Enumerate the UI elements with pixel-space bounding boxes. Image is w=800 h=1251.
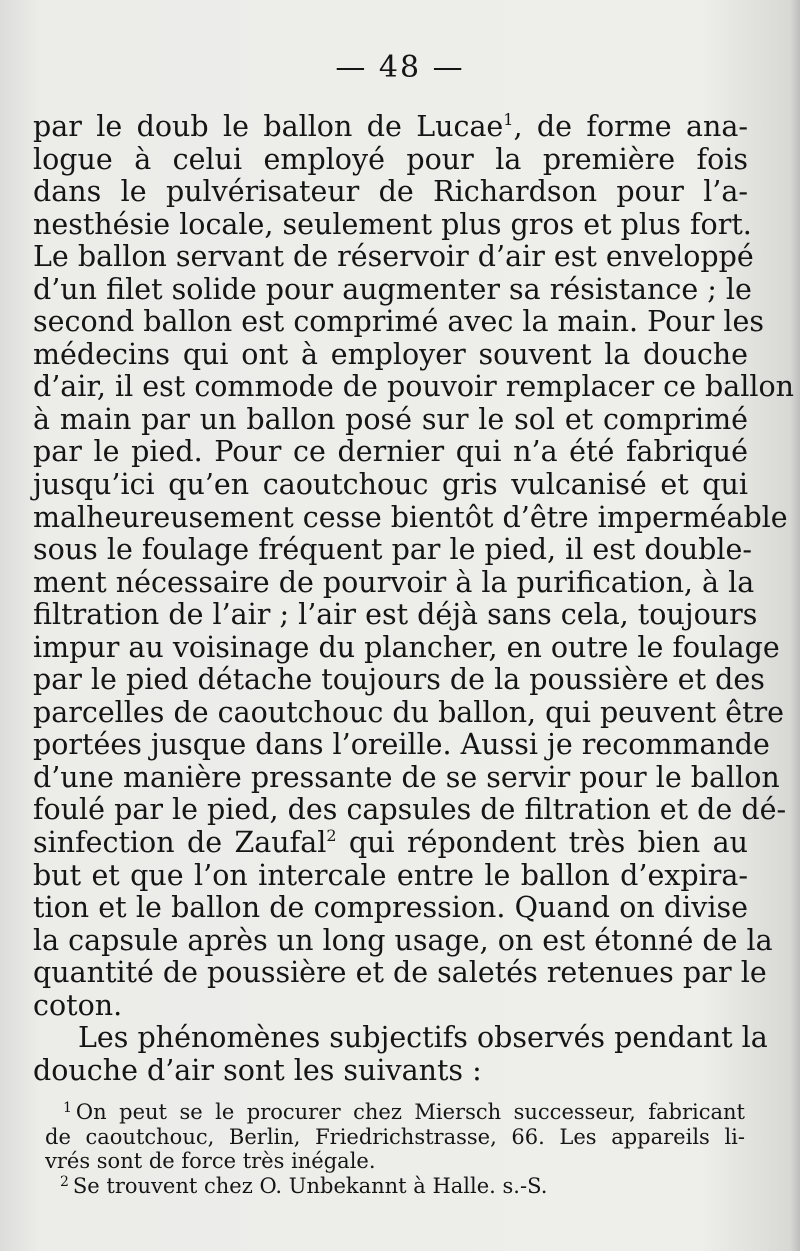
text-line: nesthésie locale, seulement plus gros et plus fort. bbox=[33, 207, 752, 241]
text-line: à main par un ballon posé sur le sol et comprimé bbox=[33, 402, 748, 436]
text-segment: , de forme ana- bbox=[513, 110, 748, 143]
footnote-line bbox=[45, 1174, 745, 1199]
text-line: par le pied détache toujours de la poussière et des bbox=[33, 663, 765, 697]
footnote-line: vrés sont de force très inégale. bbox=[45, 1149, 376, 1173]
footnote-mark: 1 bbox=[63, 1100, 72, 1116]
footnote-ref: 1 bbox=[503, 110, 514, 129]
text-line: dans le pulvérisateur de Richardson pour l’a- bbox=[33, 175, 748, 209]
text-line bbox=[33, 827, 748, 860]
footnote-line: de caoutchouc, Berlin, Friedrichstrasse, 66. Les appareils li- bbox=[45, 1124, 745, 1149]
text-line: sous le foulage fréquent par le pied, il est double- bbox=[33, 533, 753, 567]
page-number: — 48 — bbox=[335, 50, 465, 85]
text-line: quantité de poussière et de saletés retenues par le bbox=[33, 956, 767, 990]
text-line: impur au voisinage du plancher, en outre le foulage bbox=[33, 630, 780, 664]
text-line: portées jusque dans l’oreille. Aussi je recommande bbox=[33, 728, 770, 762]
text-line: coton. bbox=[33, 988, 123, 1022]
body-text bbox=[33, 110, 795, 1087]
text-segment: par le doub le ballon de Lucae bbox=[33, 110, 504, 143]
footnote-text: On peut se le procurer chez Miersch successeur, fabricant bbox=[75, 1100, 745, 1124]
text-line: jusqu’ici qu’en caoutchouc gris vulcanisé et qui bbox=[33, 468, 748, 502]
text-line: parcelles de caoutchouc du ballon, qui peuvent être bbox=[33, 695, 785, 729]
text-line: d’un filet solide pour augmenter sa résistance ; le bbox=[33, 272, 752, 306]
footnotes bbox=[45, 1100, 745, 1198]
text-line: médecins qui ont à employer souvent la douche bbox=[33, 337, 748, 371]
footnote-ref: 2 bbox=[326, 826, 337, 846]
footnote-line bbox=[45, 1100, 745, 1125]
text-line: Les phénomènes subjectifs observés pendant la bbox=[78, 1021, 768, 1055]
text-line: second ballon est comprimé avec la main. Pour les bbox=[33, 305, 764, 339]
text-line: d’air, il est commode de pouvoir remplacer ce ballon bbox=[33, 370, 795, 404]
text-line: malheureusement cesse bientôt d’être imperméable bbox=[33, 500, 788, 534]
text-line: tion et le ballon de compression. Quand on divise bbox=[33, 891, 748, 925]
text-line: la capsule après un long usage, on est étonné de la bbox=[33, 923, 773, 957]
text-line: but et que l’on intercale entre le ballon d’expira- bbox=[33, 858, 748, 892]
text-line: foulé par le pied, des capsules de filtration et de dé- bbox=[33, 793, 787, 827]
text-line: douche d’air sont les suivants : bbox=[33, 1053, 482, 1087]
text-segment: sinfection de Zaufal bbox=[33, 826, 327, 860]
footnote-text: Se trouvent chez O. Unbekannt à Halle. s.-S. bbox=[72, 1173, 548, 1198]
text-line bbox=[33, 111, 748, 144]
text-segment: qui répondent très bien au bbox=[336, 826, 748, 860]
text-line: par le pied. Pour ce dernier qui n’a été fabriqué bbox=[33, 435, 748, 469]
footnote-mark: 2 bbox=[60, 1173, 69, 1190]
text-line: filtration de l’air ; l’air est déjà sans cela, toujours bbox=[33, 598, 758, 632]
text-line: d’une manière pressante de se servir pour le ballon bbox=[33, 760, 780, 794]
text-line: logue à celui employé pour la première fois bbox=[33, 142, 748, 176]
text-line: ment nécessaire de pourvoir à la purification, à la bbox=[33, 565, 755, 599]
text-line: Le ballon servant de réservoir d’air est enveloppé bbox=[33, 240, 754, 274]
